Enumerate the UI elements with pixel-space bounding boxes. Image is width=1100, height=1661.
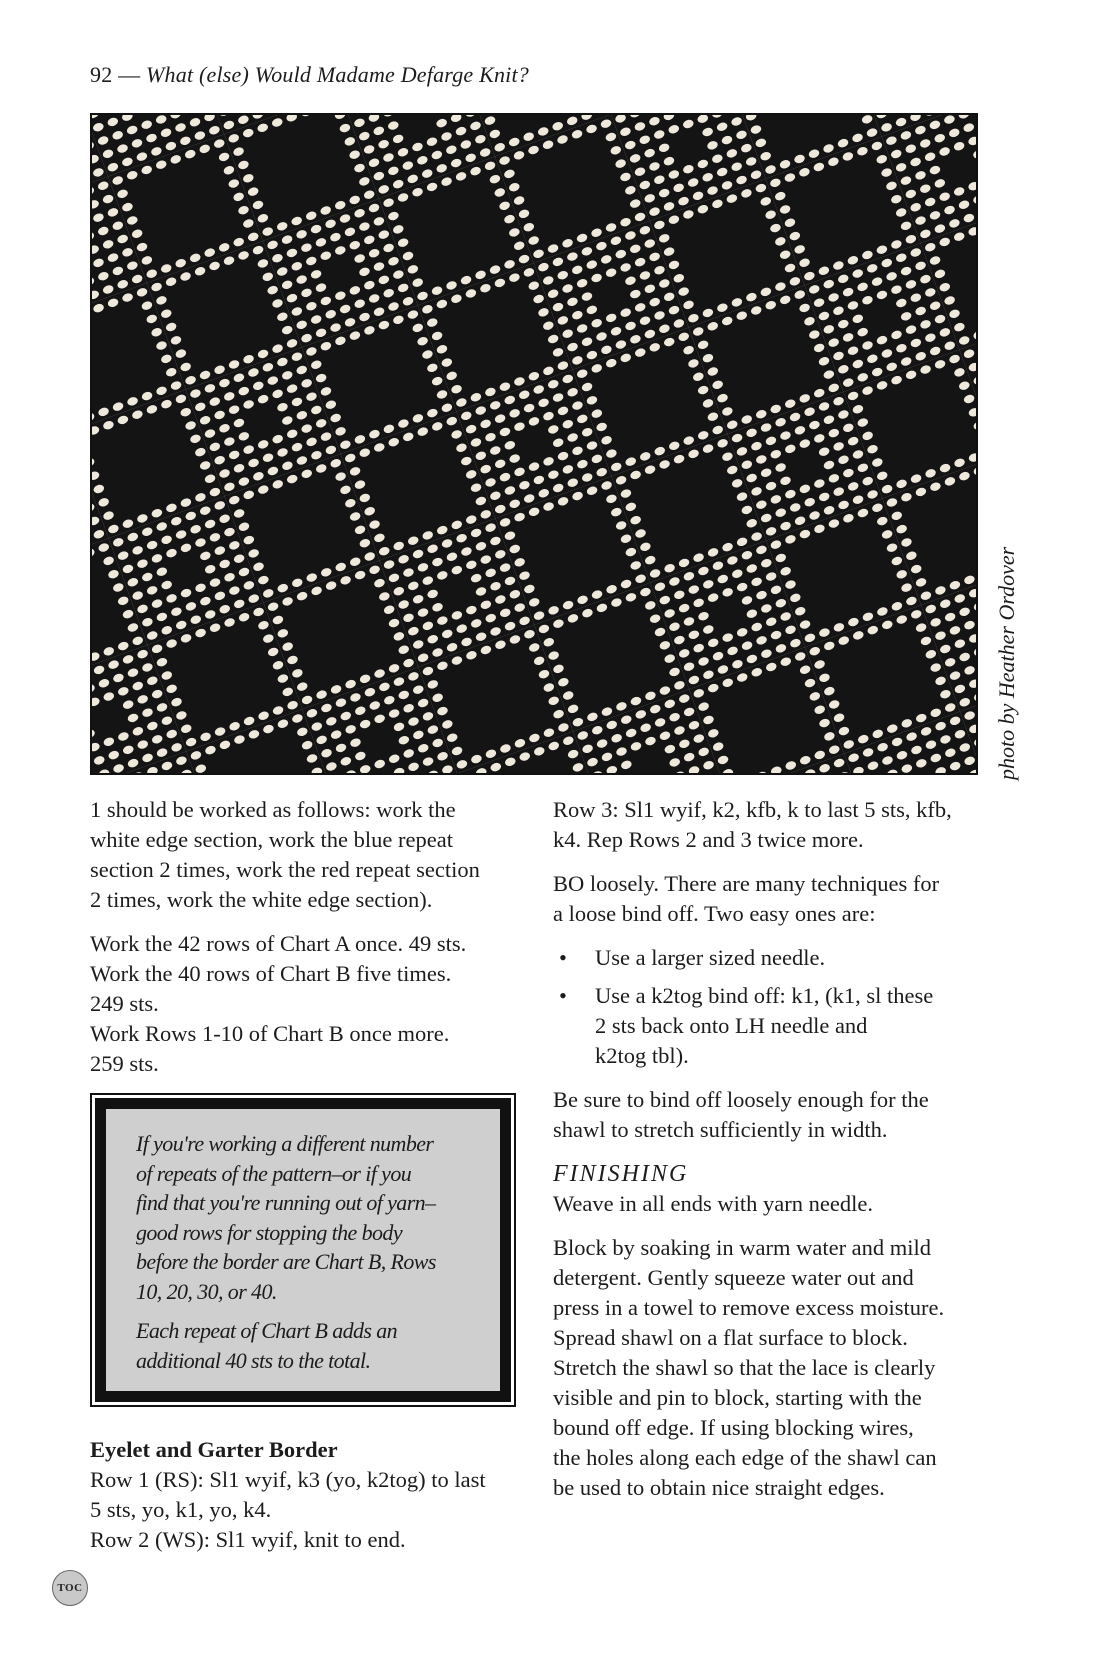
text-line: good rows for stopping the body: [136, 1219, 402, 1245]
page-number: 92: [90, 62, 113, 87]
intro-paragraph: [90, 795, 522, 915]
text-line: k2tog tbl).: [595, 1043, 689, 1068]
tip-paragraph: [136, 1316, 472, 1375]
tip-sidebar: [90, 1093, 516, 1407]
header-separator: —: [112, 62, 147, 87]
bind-off-paragraph: [553, 869, 983, 929]
list-item: [553, 943, 983, 973]
right-column: [553, 795, 983, 1517]
text-line: If you're working a different number: [136, 1131, 434, 1156]
text-line: Row 1 (RS): Sl1 wyif, k3 (yo, k2tog) to last: [90, 1467, 486, 1492]
text-line: Work Rows 1-10 of Chart B once more.: [90, 1021, 450, 1046]
text-line: 10, 20, 30, or 40.: [136, 1278, 277, 1304]
text-line: Use a larger sized needle.: [595, 945, 826, 970]
text-line: press in a towel to remove excess moisture.: [553, 1295, 945, 1320]
text-line: Work the 40 rows of Chart B five times.: [90, 961, 452, 986]
text-line: Be sure to bind off loosely enough for the: [553, 1087, 929, 1112]
lace-pattern-illustration: [92, 115, 976, 773]
text-line: Weave in all ends with yarn needle.: [553, 1191, 873, 1216]
text-line: additional 40 sts to the total.: [136, 1347, 371, 1373]
finishing-heading: FINISHING: [553, 1161, 689, 1187]
text-line: the holes along each edge of the shawl can: [553, 1445, 937, 1470]
text-line: 249 sts.: [90, 991, 159, 1016]
text-line: a loose bind off. Two easy ones are:: [553, 901, 876, 926]
book-title: What (else) Would Madame Defarge Knit?: [146, 62, 529, 87]
text-line: Row 2 (WS): Sl1 wyif, knit to end.: [90, 1527, 406, 1552]
chart-instructions: [90, 929, 522, 1079]
text-line: Block by soaking in warm water and mild: [553, 1235, 932, 1260]
bullet-icon: •: [559, 983, 567, 1008]
text-line: Spread shawl on a flat surface to block.: [553, 1325, 908, 1350]
text-line: visible and pin to block, starting with the: [553, 1385, 922, 1410]
text-line: Stretch the shawl so that the lace is clearly: [553, 1355, 936, 1380]
toc-button[interactable]: TOC: [52, 1570, 88, 1606]
photo-credit: photo by Heather Ordover: [994, 546, 1019, 780]
tip-paragraph: [136, 1129, 472, 1306]
loosely-paragraph: [553, 1085, 983, 1145]
text-line: bound off edge. If using blocking wires,: [553, 1415, 914, 1440]
text-line: 2 sts back onto LH needle and: [595, 1013, 868, 1038]
blocking-paragraph: [553, 1233, 983, 1503]
text-line: 1 should be worked as follows: work the: [90, 797, 456, 822]
text-line: of repeats of the pattern–or if you: [136, 1160, 412, 1186]
text-line: k4. Rep Rows 2 and 3 twice more.: [553, 827, 864, 852]
text-line: Row 3: Sl1 wyif, k2, kfb, k to last 5 sts, kfb,: [553, 797, 952, 822]
text-line: be used to obtain nice straight edges.: [553, 1475, 885, 1500]
finishing-section: [553, 1159, 983, 1219]
bind-off-list: [553, 943, 983, 1071]
list-item: [553, 981, 983, 1071]
text-line: 5 sts, yo, k1, yo, k4.: [90, 1497, 272, 1522]
text-line: detergent. Gently squeeze water out and: [553, 1265, 914, 1290]
text-line: section 2 times, work the red repeat section: [90, 857, 480, 882]
left-column: [90, 795, 522, 1569]
text-line: 259 sts.: [90, 1051, 159, 1076]
text-line: shawl to stretch sufficiently in width.: [553, 1117, 888, 1142]
text-line: Each repeat of Chart B adds an: [136, 1318, 398, 1343]
bullet-icon: •: [559, 945, 567, 970]
text-line: white edge section, work the blue repeat: [90, 827, 453, 852]
row3-paragraph: [553, 795, 983, 855]
section-heading: Eyelet and Garter Border: [90, 1437, 338, 1462]
running-head: [90, 62, 529, 88]
border-section: [90, 1435, 522, 1555]
tip-sidebar-inner: [95, 1098, 511, 1402]
text-line: before the border are Chart B, Rows: [136, 1249, 436, 1274]
text-line: find that you're running out of yarn–: [136, 1190, 436, 1215]
text-line: Work the 42 rows of Chart A once. 49 sts.: [90, 931, 467, 956]
text-line: BO loosely. There are many techniques for: [553, 871, 940, 896]
lace-shawl-photo: [90, 113, 978, 775]
text-line: 2 times, work the white edge section).: [90, 887, 433, 912]
text-line: Use a k2tog bind off: k1, (k1, sl these: [595, 983, 934, 1008]
